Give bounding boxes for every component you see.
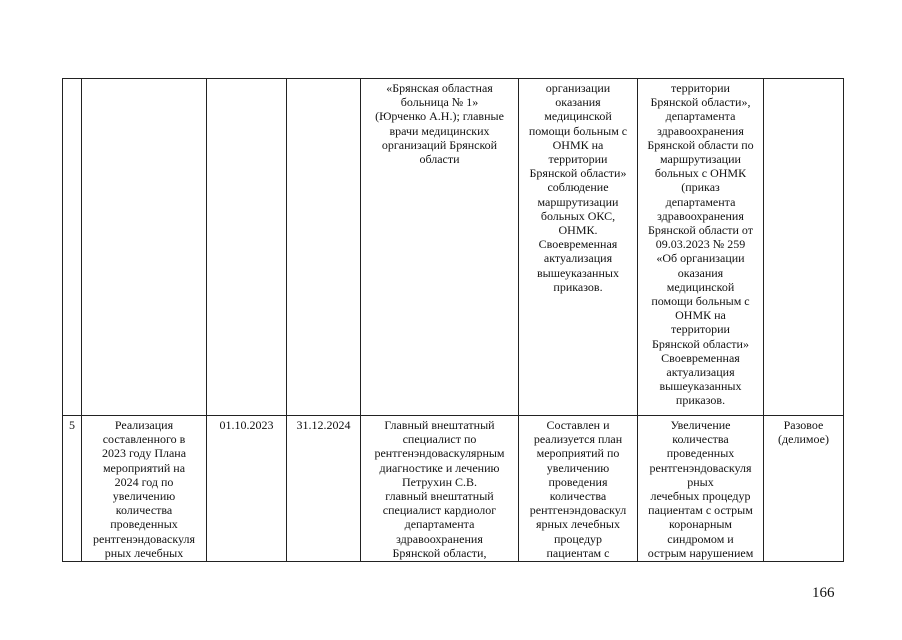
table-row [63,416,844,562]
end-date-cell [287,79,361,416]
type-cell [764,79,844,416]
characteristic-cell: Составлен и реализуется план мероприятий по увеличению проведения количества рентгенэндоваскул ярных лечебных процедур пациентам с [519,416,638,562]
characteristic-cell: организации оказания медицинской помощи больным с ОНМК на территории Брянской области» соблюдение маршрутизации больных ОКС, ОНМК. Своевременная актуализация вышеуказанных приказов. [519,79,638,416]
type-cell: Разовое (делимое) [764,416,844,562]
result-cell: Увеличение количества проведенных рентгенэндоваскуля рных лечебных процедур пациентам с острым коронарным синдромом и острым нарушением [638,416,764,562]
responsible-cell: «Брянская областная больница № 1» (Юрченко А.Н.); главные врачи медицинских организаций Брянской области [361,79,519,416]
row-number-cell: 5 [63,416,82,562]
responsible-cell: Главный внештатный специалист по рентгенэндоваскулярным диагностике и лечению Петрухин С.В. главный внештатный специалист кардиолог департамента здравоохранения Брянской области, [361,416,519,562]
measure-name-cell: Реализация составленного в 2023 году Плана мероприятий на 2024 год по увеличению количества проведенных рентгенэндоваскуля рных лечебных [82,416,207,562]
start-date-cell: 01.10.2023 [207,416,287,562]
page-number: 166 [812,585,835,601]
end-date-cell: 31.12.2024 [287,416,361,562]
table-row [63,79,844,416]
result-cell: территории Брянской области», департамента здравоохранения Брянской области по маршрутизации больных с ОНМК (приказ департамента здравоохранения Брянской области от 09.03.2023 № 259 «Об организации оказания медицинской помощи больным с ОНМК на территории Брянской области» Своевременная актуализация вышеуказанных приказов. [638,79,764,416]
measures-table [62,78,844,562]
measure-name-cell [82,79,207,416]
start-date-cell [207,79,287,416]
row-number-cell [63,79,82,416]
